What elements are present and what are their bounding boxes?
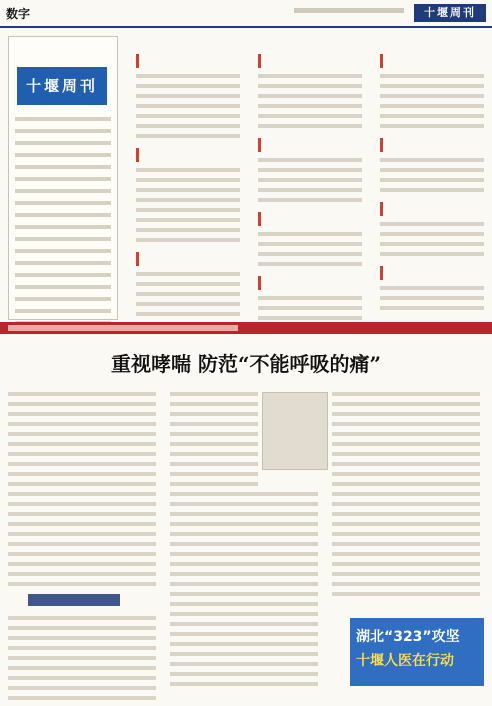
article-photo [262, 392, 328, 470]
placeholder-line [380, 242, 484, 246]
placeholder-line [380, 222, 484, 226]
placeholder-line [332, 422, 480, 426]
placeholder-line [332, 592, 480, 596]
placeholder-line [15, 129, 111, 133]
placeholder-line [136, 124, 240, 128]
placeholder-line [170, 552, 318, 556]
placeholder-line [332, 452, 480, 456]
placeholder-line [170, 652, 318, 656]
placeholder-line [258, 124, 362, 128]
placeholder-line [8, 656, 156, 660]
placeholder-line [136, 292, 240, 296]
placeholder-line [170, 392, 258, 396]
placeholder-line [8, 696, 156, 700]
placeholder-line [170, 632, 318, 636]
placeholder-line [380, 124, 484, 128]
placeholder-line [8, 542, 156, 546]
placeholder-line [332, 532, 480, 536]
placeholder-line [15, 201, 111, 205]
news-heading [136, 148, 240, 162]
news-heading [258, 276, 362, 290]
placeholder-line [136, 312, 240, 316]
placeholder-line [258, 232, 362, 236]
placeholder-line [8, 412, 156, 416]
news-heading [258, 54, 362, 68]
placeholder-line [380, 158, 484, 162]
placeholder-line [332, 392, 480, 396]
placeholder-line [8, 572, 156, 576]
placeholder-line [332, 432, 480, 436]
article-headline: 重视哮喘 防范“不能呼吸的痛” [111, 352, 381, 376]
placeholder-line [136, 228, 240, 232]
placeholder-line [380, 104, 484, 108]
placeholder-line [380, 168, 484, 172]
placeholder-line [8, 582, 156, 586]
placeholder-line [170, 602, 318, 606]
placeholder-line [136, 114, 240, 118]
placeholder-line [136, 302, 240, 306]
placeholder-line [8, 522, 156, 526]
placeholder-line [136, 178, 240, 182]
placeholder-line [380, 84, 484, 88]
placeholder-line [15, 165, 111, 169]
placeholder-line [136, 168, 240, 172]
placeholder-line [170, 592, 318, 596]
placeholder-line [258, 94, 362, 98]
news-heading [380, 138, 484, 152]
placeholder-line [170, 472, 258, 476]
placeholder-line [170, 512, 318, 516]
placeholder-line [332, 522, 480, 526]
placeholder-line [170, 502, 318, 506]
news-heading [258, 138, 362, 152]
placeholder-line [170, 402, 258, 406]
placeholder-line [380, 94, 484, 98]
placeholder-line [170, 452, 258, 456]
placeholder-line [15, 285, 111, 289]
placeholder-line [15, 177, 111, 181]
page-header [0, 0, 492, 26]
placeholder-line [380, 296, 484, 300]
placeholder-line [170, 662, 318, 666]
placeholder-line [332, 582, 480, 586]
header-rule [0, 26, 492, 28]
placeholder-line [136, 208, 240, 212]
news-column [258, 54, 362, 340]
placeholder-line [8, 552, 156, 556]
placeholder-line [170, 522, 318, 526]
placeholder-line [15, 309, 111, 313]
placeholder-line [8, 392, 156, 396]
placeholder-line [380, 306, 484, 310]
placeholder-line [258, 104, 362, 108]
placeholder-line [258, 198, 362, 202]
placeholder-line [380, 286, 484, 290]
placeholder-line [170, 492, 318, 496]
placeholder-line [8, 492, 156, 496]
header-meta-line [294, 8, 404, 13]
masthead-info [15, 117, 111, 333]
placeholder-line [8, 482, 156, 486]
news-heading [258, 212, 362, 226]
placeholder-line [170, 482, 258, 486]
placeholder-line [380, 252, 484, 256]
promo-subtitle: 十堰人医在行动 [356, 653, 454, 669]
placeholder-line [136, 282, 240, 286]
placeholder-line [332, 562, 480, 566]
news-column [380, 54, 484, 320]
placeholder-line [258, 252, 362, 256]
placeholder-line [8, 636, 156, 640]
placeholder-line [8, 442, 156, 446]
placeholder-line [258, 296, 362, 300]
placeholder-line [170, 562, 318, 566]
placeholder-line [15, 237, 111, 241]
placeholder-line [8, 432, 156, 436]
news-heading [136, 252, 240, 266]
placeholder-line [332, 502, 480, 506]
feature-banner-strip [0, 322, 492, 334]
placeholder-line [258, 242, 362, 246]
placeholder-line [332, 572, 480, 576]
placeholder-line [170, 532, 318, 536]
placeholder-line [380, 114, 484, 118]
news-column [136, 54, 240, 326]
placeholder-line [332, 402, 480, 406]
placeholder-line [258, 306, 362, 310]
placeholder-line [170, 682, 318, 686]
placeholder-line [380, 188, 484, 192]
placeholder-line [136, 198, 240, 202]
placeholder-line [8, 666, 156, 670]
news-heading [380, 202, 484, 216]
placeholder-line [8, 562, 156, 566]
promo-banner [350, 618, 484, 686]
placeholder-line [170, 642, 318, 646]
placeholder-line [136, 94, 240, 98]
placeholder-line [8, 325, 238, 331]
placeholder-line [332, 552, 480, 556]
placeholder-line [170, 432, 258, 436]
placeholder-line [8, 452, 156, 456]
placeholder-line [258, 114, 362, 118]
article-column [332, 392, 480, 602]
placeholder-line [380, 232, 484, 236]
placeholder-line [136, 84, 240, 88]
placeholder-line [136, 218, 240, 222]
placeholder-line [258, 188, 362, 192]
placeholder-line [136, 104, 240, 108]
placeholder-line [136, 272, 240, 276]
placeholder-line [332, 512, 480, 516]
placeholder-line [258, 74, 362, 78]
placeholder-line [332, 482, 480, 486]
placeholder-line [8, 402, 156, 406]
section-label: 数字 [6, 7, 31, 21]
placeholder-line [170, 442, 258, 446]
placeholder-line [332, 472, 480, 476]
placeholder-line [170, 582, 318, 586]
placeholder-line [170, 572, 318, 576]
placeholder-line [15, 273, 111, 277]
news-heading [380, 266, 484, 280]
placeholder-line [258, 158, 362, 162]
placeholder-line [8, 532, 156, 536]
placeholder-line [136, 134, 240, 138]
placeholder-line [15, 213, 111, 217]
placeholder-line [15, 141, 111, 145]
placeholder-line [15, 117, 111, 121]
placeholder-line [332, 492, 480, 496]
placeholder-line [15, 297, 111, 301]
placeholder-line [8, 502, 156, 506]
placeholder-line [332, 462, 480, 466]
masthead-logo: 十堰周刊 [17, 67, 107, 105]
placeholder-line [380, 178, 484, 182]
placeholder-line [8, 512, 156, 516]
placeholder-line [170, 672, 318, 676]
placeholder-line [15, 249, 111, 253]
placeholder-line [8, 686, 156, 690]
news-heading [136, 54, 240, 68]
article-column [8, 392, 156, 706]
placeholder-line [332, 542, 480, 546]
promo-title: 湖北“323”攻坚 [356, 629, 460, 645]
placeholder-line [15, 261, 111, 265]
placeholder-line [380, 74, 484, 78]
placeholder-line [8, 616, 156, 620]
masthead-box [8, 36, 118, 320]
placeholder-line [258, 262, 362, 266]
placeholder-line [170, 612, 318, 616]
placeholder-line [8, 422, 156, 426]
placeholder-line [258, 316, 362, 320]
placeholder-line [15, 225, 111, 229]
placeholder-line [332, 412, 480, 416]
placeholder-line [258, 178, 362, 182]
placeholder-line [258, 168, 362, 172]
placeholder-line [8, 626, 156, 630]
placeholder-line [8, 472, 156, 476]
placeholder-line [170, 462, 258, 466]
placeholder-line [136, 74, 240, 78]
placeholder-line [15, 189, 111, 193]
placeholder-line [332, 442, 480, 446]
article-subhead [28, 594, 120, 606]
placeholder-line [8, 646, 156, 650]
placeholder-line [136, 238, 240, 242]
placeholder-line [136, 188, 240, 192]
placeholder-line [8, 676, 156, 680]
masthead-small: 十堰周刊 [414, 4, 486, 22]
placeholder-line [170, 542, 318, 546]
placeholder-line [8, 462, 156, 466]
placeholder-line [170, 412, 258, 416]
placeholder-line [258, 84, 362, 88]
placeholder-line [170, 422, 258, 426]
placeholder-line [15, 153, 111, 157]
placeholder-line [170, 622, 318, 626]
news-heading [380, 54, 484, 68]
